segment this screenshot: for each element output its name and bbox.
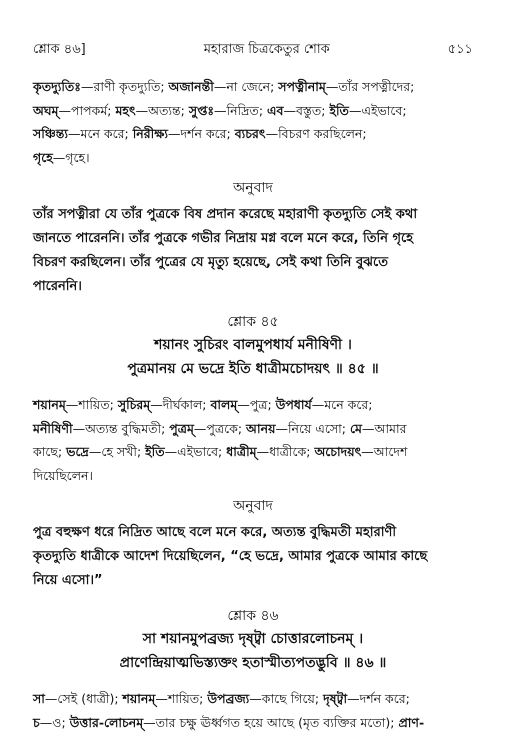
gloss-text: দিয়েছিলেন। [33,468,93,483]
translation-section-2 [33,495,473,593]
gloss-text: —মনে করে; [312,397,373,412]
translation-line: কৃতদ্যুতি ধাত্রীকে আদেশ দিয়েছিলেন, “হে ভদ্রে, আমার পুত্রকে আমার কাছে [33,545,473,569]
sanskrit-term: চ [33,715,40,730]
sanskrit-term: সা [33,691,45,706]
verse-line: প্রাণেন্দ্রিয়াত্মভিস্ত্যক্তং হতাস্মীত্যপতদ্ভুবি ॥ ৪৬ ॥ [33,651,473,675]
gloss-text: —পুত্রকে; [194,421,246,436]
sanskrit-term: ব্যচরৎ [235,126,266,141]
sanskrit-term: উত্তার-লোচনম্ [70,715,144,730]
gloss-text: —গৃহে। [53,150,90,165]
translation-line: তাঁর সপত্নীরা যে তাঁর পুত্রকে বিষ প্রদান করেছে মহারাণী কৃতদ্যুতি সেই কথা [33,203,473,227]
gloss-text: —অত্যন্ত বুদ্ধিমতী; [73,421,170,436]
sanskrit-term: মহৎ [115,103,135,118]
sanskrit-term: ইতি [145,444,164,459]
translation-line: বিচরণ করছিলেন। তাঁর পুত্রের যে মৃত্যু হয়েছে, সেই কথা তিনি বুঝতে [33,251,473,275]
sanskrit-term: পুত্রম্ [169,421,194,436]
sanskrit-term: মে [350,421,362,436]
sanskrit-term: সপত্নীনাম্ [278,79,326,94]
gloss-text: —তাঁর সপত্নীদের; [326,79,415,94]
gloss-text: —নিয়ে এসো; [275,421,350,436]
running-header [33,0,473,61]
sanskrit-term: বালম্ [210,397,237,412]
translation-line: পুত্র বহুক্ষণ ধরে নিদ্রিত আছে বলে মনে করে, অত্যন্ত বুদ্ধিমতী মহারাণী [33,521,473,545]
sanskrit-term: দৃষ্ট্বা [323,691,347,706]
gloss-text: —বিচরণ করছিলেন; [266,126,367,141]
sanskrit-term: শয়ানম্ [123,691,156,706]
gloss-text: —আমার [362,421,407,436]
verse-label: শ্লোক ৪৫ [33,311,473,333]
verse-label: শ্লোক ৪৬ [33,605,473,627]
sanskrit-term: উপব্রজ্য [207,691,249,706]
synonym-line [33,75,473,99]
gloss-text: —বস্তুত; [283,103,329,118]
verse-45 [33,311,473,381]
verse-text [33,333,473,381]
page-number: ৫১১ [448,40,473,61]
translation-text [33,203,473,299]
gloss-text: —নিদ্রিত; [214,103,267,118]
translation-line: নিয়ে এসো।” [33,569,473,593]
gloss-text: —আদেশ [361,444,407,459]
synonym-line [33,99,473,123]
synonym-line [33,440,473,464]
sanskrit-term: ইতি [329,103,348,118]
sanskrit-term: কৃতদ্যুতিঃ [33,79,81,94]
translation-heading: অনুবাদ [33,177,473,199]
gloss-text: —রাণী কৃতদ্যুতি; [81,79,169,94]
sanskrit-term: শয়ানম্ [33,397,66,412]
gloss-text: —শায়িত; [155,691,207,706]
sanskrit-term: এব [267,103,283,118]
translation-heading: অনুবাদ [33,495,473,517]
gloss-text: —পাপকর্ম; [59,103,116,118]
gloss-text: —কাছে গিয়ে; [249,691,323,706]
sanskrit-term: সুপ্তঃ [189,103,214,118]
synonyms-top [33,75,473,169]
gloss-text: —তার চক্ষু ঊর্ধ্বগত হয়ে আছে (মৃত ব্যক্তির মতো); [143,715,398,730]
sanskrit-term: অজানন্তী [169,79,214,94]
verse-46 [33,605,473,675]
translation-text [33,521,473,593]
sanskrit-term: আনয় [246,421,275,436]
sanskrit-term: সুচিরম্ [118,397,150,412]
gloss-text: —মনে করে; [68,126,133,141]
synonyms-45 [33,393,473,487]
sanskrit-term: অচোদয়ৎ [314,444,361,459]
gloss-text: —ধাত্রীকে; [257,444,315,459]
gloss-text: কাছে; [33,444,66,459]
gloss-text: —এইভাবে; [349,103,407,118]
gloss-text: —দর্শন করে; [168,126,235,141]
sanskrit-term: প্রাণ- [398,715,424,730]
synonym-line [33,687,473,711]
header-verse-ref: শ্লোক ৪৬] [33,40,86,61]
gloss-text: —দীর্ঘকাল; [150,397,210,412]
sanskrit-term: ধাত্রীম্ [226,444,256,459]
gloss-text: —না জেনে; [214,79,278,94]
sanskrit-term: সঞ্চিন্ত্য [33,126,68,141]
gloss-text: —হে সখী; [89,444,145,459]
gloss-text: —ও; [40,715,70,730]
chapter-title: মহারাজ চিত্রকেতুর শোক [204,40,330,61]
translation-line: জানতে পারেননি। তাঁর পুত্রকে গভীর নিদ্রায় মগ্ন বলে মনে করে, তিনি গৃহে [33,227,473,251]
translation-section-1 [33,177,473,299]
verse-line: পুত্রমানয় মে ভদ্রে ইতি ধাত্রীমচোদয়ৎ ॥ ৪৫ ॥ [33,357,473,381]
sanskrit-term: ভদ্রে [66,444,89,459]
sanskrit-term: নিরীক্ষ্য [133,126,168,141]
synonym-line [33,393,473,417]
gloss-text: —সেই (ধাত্রী); [45,691,123,706]
synonym-line [33,122,473,146]
sanskrit-term: অঘম্ [33,103,59,118]
verse-line: সা শয়ানমুপব্রজ্য দৃষ্ট্বা চোত্তারলোচনম্ । [33,627,473,651]
sanskrit-term: উপধার্য [276,397,312,412]
sanskrit-term: গৃহে [33,150,53,165]
gloss-text: —দর্শন করে; [347,691,410,706]
gloss-text: —শায়িত; [66,397,118,412]
synonym-line [33,146,473,170]
synonyms-46 [33,687,473,734]
synonym-line [33,417,473,441]
gloss-text: —পুত্র; [237,397,275,412]
synonym-line [33,464,473,488]
verse-text [33,627,473,675]
gloss-text: —অত্যন্ত; [136,103,189,118]
verse-line: শয়ানং সুচিরং বালমুপধার্য মনীষিণী । [33,333,473,357]
translation-line: পারেননি। [33,275,473,299]
sanskrit-term: মনীষিণী [33,421,73,436]
synonym-line [33,711,473,734]
gloss-text: —এইভাবে; [165,444,227,459]
